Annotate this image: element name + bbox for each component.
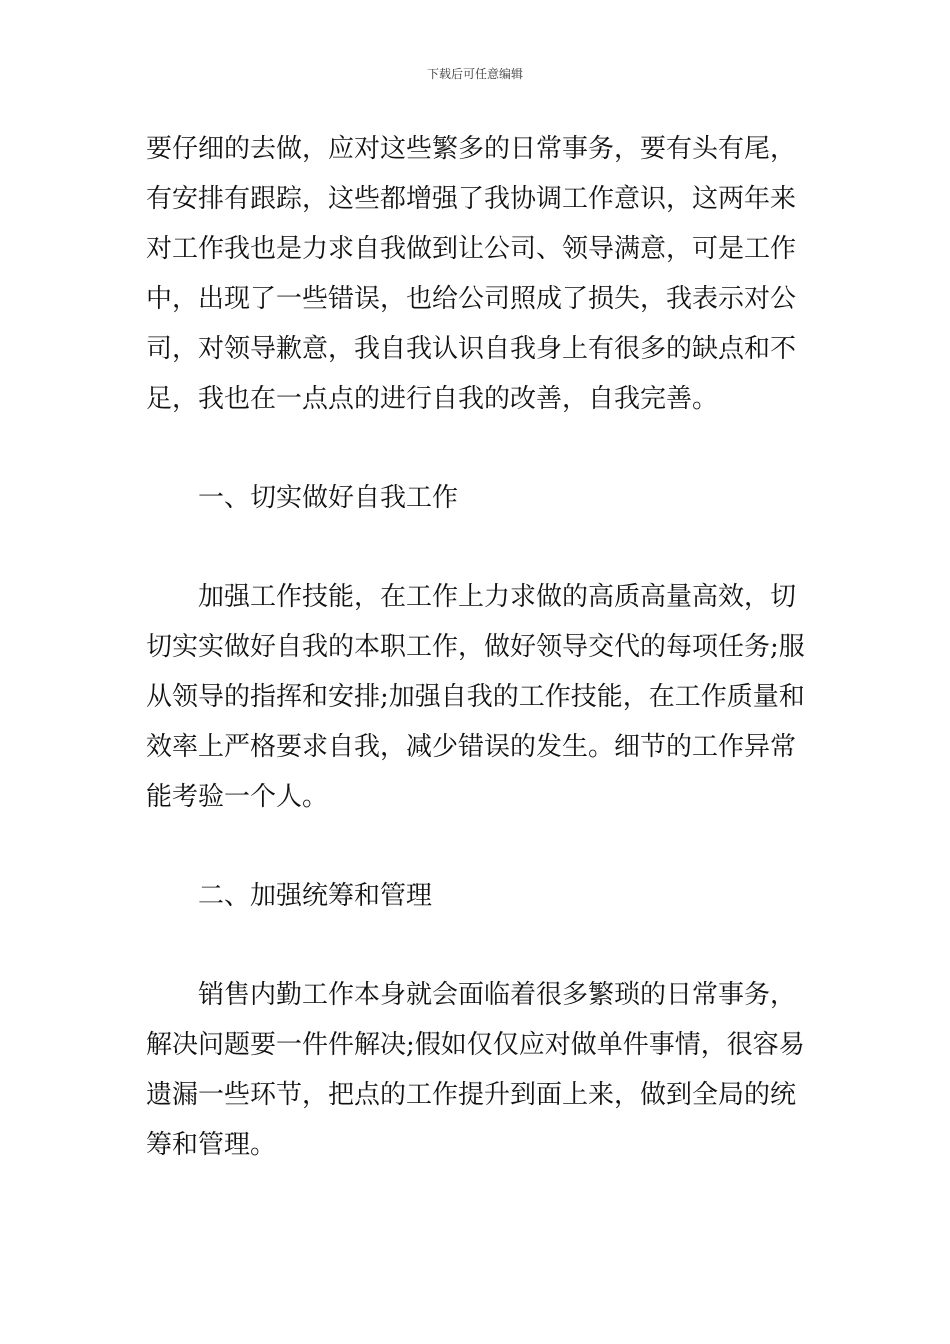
- text-line: 对工作我也是力求自我做到让公司、领导满意，可是工作: [146, 234, 797, 264]
- document-body: [146, 124, 810, 1170]
- paragraph-gap: [146, 822, 810, 871]
- paragraph-section-2: [146, 970, 810, 1170]
- text-line: 效率上严格要求自我，减少错误的发生。细节的工作异常: [146, 732, 797, 762]
- text-line: 能考验一个人。: [146, 782, 329, 812]
- section-heading-1: 一、切实做好自我工作: [198, 483, 459, 513]
- text-line: 中，出现了一些错误，也给公司照成了损失，我表示对公: [146, 284, 797, 314]
- text-line: 有安排有跟踪，这些都增强了我协调工作意识，这两年来: [146, 184, 797, 214]
- text-line: 筹和管理。: [146, 1130, 277, 1160]
- paragraph-intro: [146, 124, 810, 424]
- text-line: 加强工作技能，在工作上力求做的高质高量高效，切: [198, 582, 797, 612]
- text-line: 足，我也在一点点的进行自我的改善，自我完善。: [146, 384, 719, 414]
- section-heading-2: 二、加强统筹和管理: [198, 881, 433, 911]
- paragraph-gap: [146, 424, 810, 473]
- text-line: 遗漏一些环节，把点的工作提升到面上来，做到全局的统: [146, 1080, 797, 1110]
- text-line: 要仔细的去做，应对这些繁多的日常事务，要有头有尾，: [146, 134, 797, 164]
- header-note: 下载后可任意编辑: [426, 67, 523, 81]
- text-line: 销售内勤工作本身就会面临着很多繁琐的日常事务，: [198, 980, 797, 1010]
- paragraph-gap: [146, 523, 810, 572]
- text-line: 切实实做好自我的本职工作，做好领导交代的每项任务;服: [146, 632, 805, 662]
- text-line: 司，对领导歉意，我自我认识自我身上有很多的缺点和不: [146, 334, 797, 364]
- text-line: 解决问题要一件件解决;假如仅仅应对做单件事情，很容易: [146, 1030, 805, 1060]
- text-line: 从领导的指挥和安排;加强自我的工作技能，在工作质量和: [146, 682, 805, 712]
- paragraph-section-1: [146, 572, 810, 822]
- paragraph-gap: [146, 921, 810, 970]
